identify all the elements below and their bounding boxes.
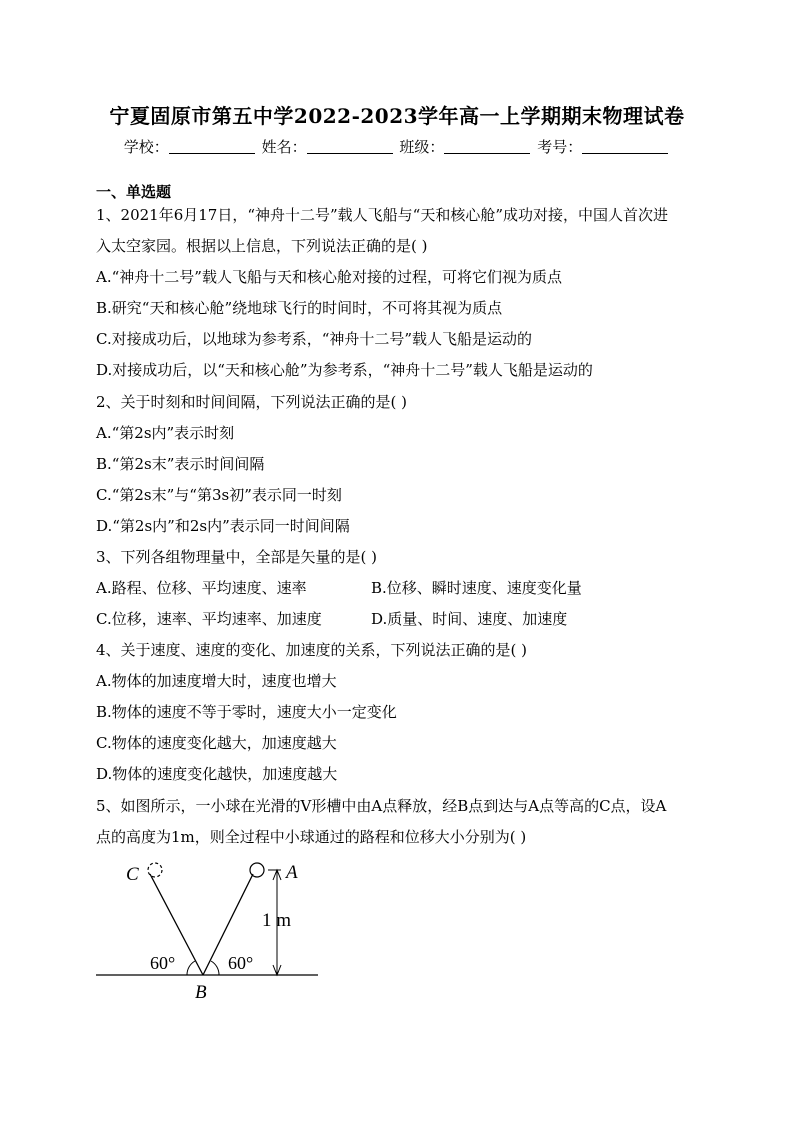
question-2-option-b: B.“第2s末”表示时间间隔 bbox=[96, 455, 265, 473]
height-label: 1 m bbox=[262, 910, 292, 931]
question-1-option-b: B.研究“天和核心舱”绕地球飞行的时间时，不可将其视为质点 bbox=[96, 299, 503, 317]
question-3-option-b: B.位移、瞬时速度、速度变化量 bbox=[371, 579, 582, 597]
exam-no-blank[interactable] bbox=[582, 139, 668, 154]
question-4-option-c: C.物体的速度变化越大，加速度越大 bbox=[96, 734, 337, 752]
question-2-option-d: D.“第2s内”和2s内”表示同一时间间隔 bbox=[96, 517, 350, 535]
question-5-stem-line-2: 点的高度为1m，则全过程中小球通过的路程和位移大小分别为( ) bbox=[96, 828, 527, 846]
label-a: A bbox=[286, 862, 298, 883]
question-1-option-a: A.“神舟十二号”载人飞船与天和核心舱对接的过程，可将它们视为质点 bbox=[96, 268, 562, 286]
question-2-option-a: A.“第2s内”表示时刻 bbox=[96, 424, 235, 442]
question-1-option-d: D.对接成功后，以“天和核心舱”为参考系，“神舟十二号”载人飞船是运动的 bbox=[96, 361, 593, 379]
label-b: B bbox=[195, 982, 207, 1003]
question-4-stem: 4、关于速度、速度的变化、加速度的关系，下列说法正确的是( ) bbox=[96, 641, 528, 659]
right-angle-arc bbox=[211, 961, 219, 975]
school-label: 学校： bbox=[123, 138, 169, 156]
class-label: 班级： bbox=[399, 138, 445, 156]
question-4-option-d: D.物体的速度变化越快，加速度越大 bbox=[96, 765, 338, 783]
question-5-stem-line-1: 5、如图所示，一小球在光滑的V形槽中由A点释放，经B点到达与A点等高的C点，设A bbox=[96, 797, 667, 815]
ball-at-a bbox=[250, 863, 264, 877]
question-3-option-c: C.位移，速率、平均速率、加速度 bbox=[96, 610, 322, 628]
question-4-option-b: B.物体的速度不等于零时，速度大小一定变化 bbox=[96, 703, 397, 721]
question-3-stem: 3、下列各组物理量中，全部是矢量的是( ) bbox=[96, 548, 378, 566]
label-c: C bbox=[126, 864, 139, 885]
question-3-option-d: D.质量、时间、速度、加速度 bbox=[371, 610, 568, 628]
exam-no-label: 考号： bbox=[537, 138, 583, 156]
question-1-stem-line-1: 1、2021年6月17日，“神舟十二号”载人飞船与“天和核心舱”成功对接，中国人首次进 bbox=[96, 206, 669, 224]
question-2-stem: 2、关于时刻和时间间隔，下列说法正确的是( ) bbox=[96, 393, 408, 411]
school-blank[interactable] bbox=[169, 139, 255, 154]
question-2-option-c: C.“第2s末”与“第3s初”表示同一时刻 bbox=[96, 486, 342, 504]
name-blank[interactable] bbox=[307, 139, 393, 154]
question-3-option-a: A.路程、位移、平均速度、速率 bbox=[96, 579, 307, 597]
question-1-option-c: C.对接成功后，以地球为参考系，“神舟十二号”载人飞船是运动的 bbox=[96, 330, 533, 348]
v-groove-diagram bbox=[90, 852, 330, 1007]
left-angle-arc bbox=[187, 961, 195, 975]
angle-right-label: 60° bbox=[228, 953, 254, 973]
student-info-row bbox=[0, 136, 794, 157]
question-1-stem-line-2: 入太空家园。根据以上信息，下列说法正确的是( ) bbox=[96, 237, 428, 255]
section-title: 一、单选题 bbox=[96, 183, 172, 201]
name-label: 姓名： bbox=[261, 138, 307, 156]
page-title: 宁夏固原市第五中学2022-2023学年高一上学期期末物理试卷 bbox=[109, 104, 685, 128]
class-blank[interactable] bbox=[444, 139, 530, 154]
question-4-option-a: A.物体的加速度增大时，速度也增大 bbox=[96, 672, 337, 690]
angle-left-label: 60° bbox=[150, 953, 176, 973]
